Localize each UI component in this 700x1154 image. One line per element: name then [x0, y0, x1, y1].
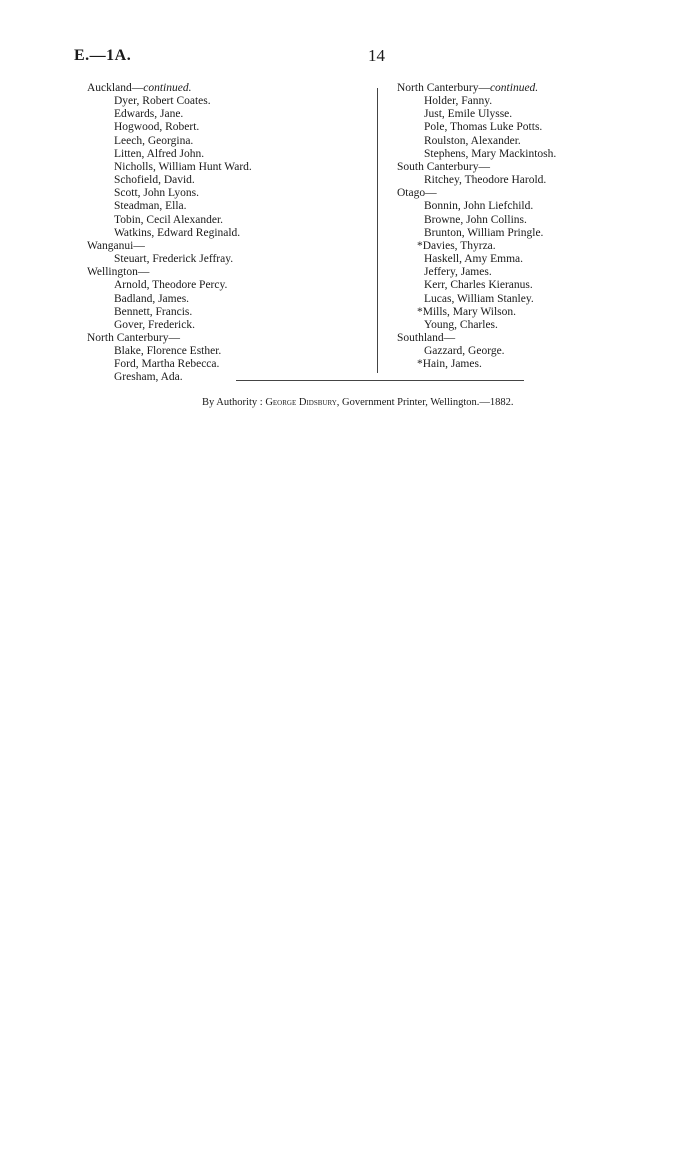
- continued-note: continued.: [489, 82, 539, 94]
- list-item: Holder, Fanny.: [424, 95, 493, 108]
- list-item: Tobin, Cecil Alexander.: [114, 213, 224, 226]
- list-item: Ritchey, Theodore Harold.: [424, 174, 547, 187]
- list-item: Brunton, William Pringle.: [424, 226, 544, 239]
- list-item: Browne, John Collins.: [424, 213, 527, 226]
- imprint-printer: George Didsbury: [265, 397, 337, 408]
- region-heading: [87, 266, 367, 279]
- region-heading: [87, 82, 367, 95]
- list-item: Hogwood, Robert.: [114, 121, 200, 134]
- continued-note: continued.: [143, 82, 192, 94]
- list-item: *Hain, James.: [417, 358, 482, 371]
- list-item: Young, Charles.: [424, 318, 498, 331]
- list-item: Steadman, Ella.: [114, 200, 187, 213]
- list-item: Dyer, Robert Coates.: [114, 95, 211, 108]
- region-heading: [87, 240, 367, 253]
- list-item: Roulston, Alexander.: [424, 134, 521, 147]
- list-item: Blake, Florence Esther.: [114, 345, 222, 358]
- list-item: Scott, John Lyons.: [114, 187, 199, 200]
- left-column: [87, 82, 367, 385]
- region-heading: [397, 332, 687, 345]
- list-item: Ford, Martha Rebecca.: [114, 358, 220, 371]
- list-item: Stephens, Mary Mackintosh.: [424, 147, 557, 160]
- region-name: Wellington—: [87, 266, 150, 279]
- printer-imprint: [202, 397, 514, 408]
- region-heading: [397, 82, 687, 95]
- list-item: Bonnin, John Liefchild.: [424, 200, 534, 213]
- list-item: Just, Emile Ulysse.: [424, 108, 513, 121]
- list-item: Schofield, David.: [114, 174, 195, 187]
- imprint-prefix: By Authority :: [202, 397, 266, 408]
- list-item: Bennett, Francis.: [114, 305, 193, 318]
- list-item: Kerr, Charles Kieranus.: [424, 279, 533, 292]
- right-column: [397, 82, 687, 371]
- region-heading: [87, 332, 367, 345]
- list-item: *Mills, Mary Wilson.: [417, 305, 516, 318]
- list-item: Gazzard, George.: [424, 345, 505, 358]
- list-item: Badland, James.: [114, 292, 190, 305]
- region-name: Wanganui—: [87, 239, 145, 252]
- list-item: Litten, Alfred John.: [114, 147, 205, 160]
- list-item: Gresham, Ada.: [114, 371, 183, 384]
- imprint-suffix: , Government Printer, Wellington.—1882.: [336, 397, 514, 408]
- list-item: Jeffery, James.: [424, 266, 492, 279]
- region-name: Otago—: [397, 187, 437, 200]
- list-item: Steuart, Frederick Jeffray.: [114, 253, 234, 266]
- column-divider: [377, 88, 378, 373]
- list-item: Haskell, Amy Emma.: [424, 253, 524, 266]
- list-item: Gover, Frederick.: [114, 318, 195, 331]
- list-item: Edwards, Jane.: [114, 108, 184, 121]
- region-name: Southland—: [397, 331, 456, 344]
- region-name: South Canterbury—: [397, 160, 490, 173]
- list-item: Lucas, William Stanley.: [424, 292, 534, 305]
- list-item: *Davies, Thyrza.: [417, 239, 496, 252]
- list-item: Leech, Georgina.: [114, 134, 194, 147]
- list-item: Arnold, Theodore Percy.: [114, 279, 228, 292]
- region-heading: [397, 161, 687, 174]
- region-heading: [397, 187, 687, 200]
- list-item: Nicholls, William Hunt Ward.: [114, 160, 252, 173]
- region-name: North Canterbury—: [397, 82, 490, 94]
- region-name: North Canterbury—: [87, 331, 180, 344]
- footer-rule: [236, 380, 524, 381]
- page-id: E.—1A.: [74, 47, 132, 64]
- page-number: 14: [368, 46, 385, 65]
- list-item: Pole, Thomas Luke Potts.: [424, 121, 543, 134]
- list-item: Watkins, Edward Reginald.: [114, 226, 241, 239]
- region-name: Auckland—: [87, 82, 144, 94]
